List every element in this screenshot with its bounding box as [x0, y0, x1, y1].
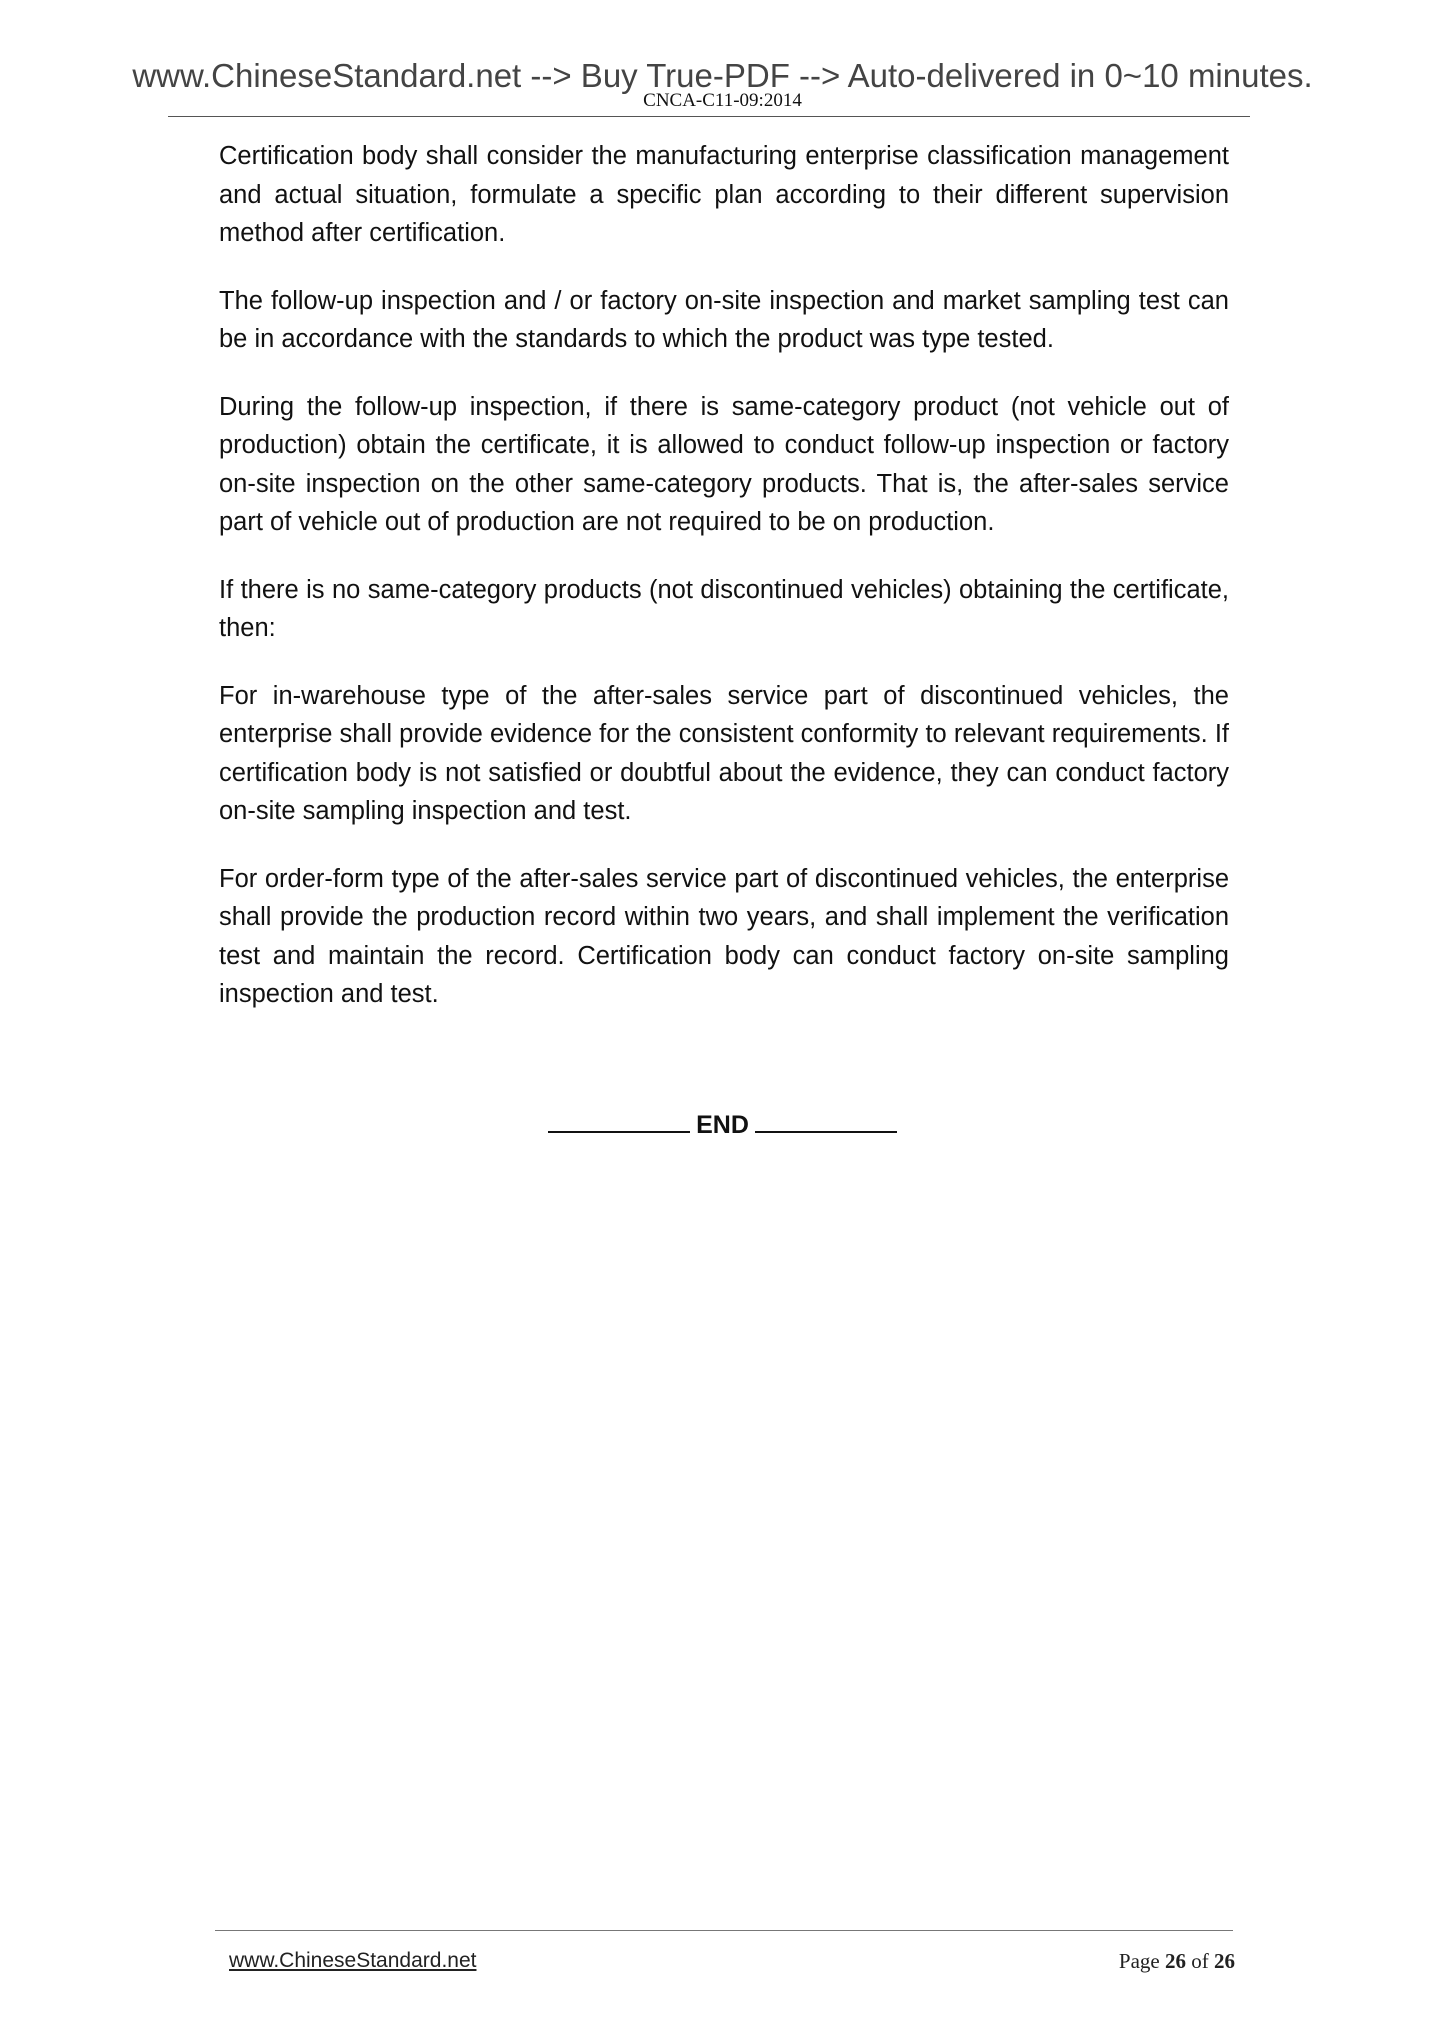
page-total: 26 [1214, 1949, 1235, 1973]
site-banner: www.ChineseStandard.net --> Buy True-PDF --> Auto-delivered in 0~10 minutes. [132, 57, 1313, 94]
paragraph-6: For order-form type of the after-sales service part of discontinued vehicles, the enterprise shall provide the production record within two years, and shall implement the verification test and maintain the record. Certification body can conduct factory on-site sampling inspection and test. [219, 864, 1229, 1008]
page-indicator [1119, 1949, 1235, 1973]
paragraph-1: Certification body shall consider the manufacturing enterprise classification management and actual situation, formulate a specific plan according to their different supervision method after certification. [219, 142, 1229, 247]
footer-divider [215, 1930, 1233, 1931]
page-label: Page [1118, 1949, 1160, 1973]
paragraph-5: For in-warehouse type of the after-sales service part of discontinued vehicles, the enterprise shall provide evidence for the consistent conformity to relevant requirements. If certification body is not satisfied or doubtful about the evidence, they can conduct factory on-site sampling inspection and test. [219, 681, 1229, 825]
of-label: of [1191, 1949, 1209, 1973]
document-code: CNCA-C11-09:2014 [643, 90, 802, 111]
paragraph-2: The follow-up inspection and / or factory on-site inspection and market sampling test can be in accordance with the standards to which the product was type tested. [219, 286, 1229, 353]
footer-website-link[interactable]: www.ChineseStandard.net [229, 1949, 477, 1972]
end-label: END [696, 1111, 749, 1139]
header-divider [168, 116, 1250, 117]
page-number: 26 [1165, 1949, 1186, 1973]
end-rule-right [755, 1131, 897, 1133]
paragraph-3: During the follow-up inspection, if there is same-category product (not vehicle out of production) obtain the certificate, it is allowed to conduct follow-up inspection or factory on-site inspection on the other same-category products. That is, the after-sales service part of vehicle out of production are not required to be on production. [219, 392, 1229, 536]
end-rule-left [548, 1131, 690, 1133]
document-body [219, 137, 1229, 1043]
paragraph-4: If there is no same-category products (not discontinued vehicles) obtaining the certificate, then: [219, 575, 1229, 642]
end-marker [0, 1110, 1445, 1140]
